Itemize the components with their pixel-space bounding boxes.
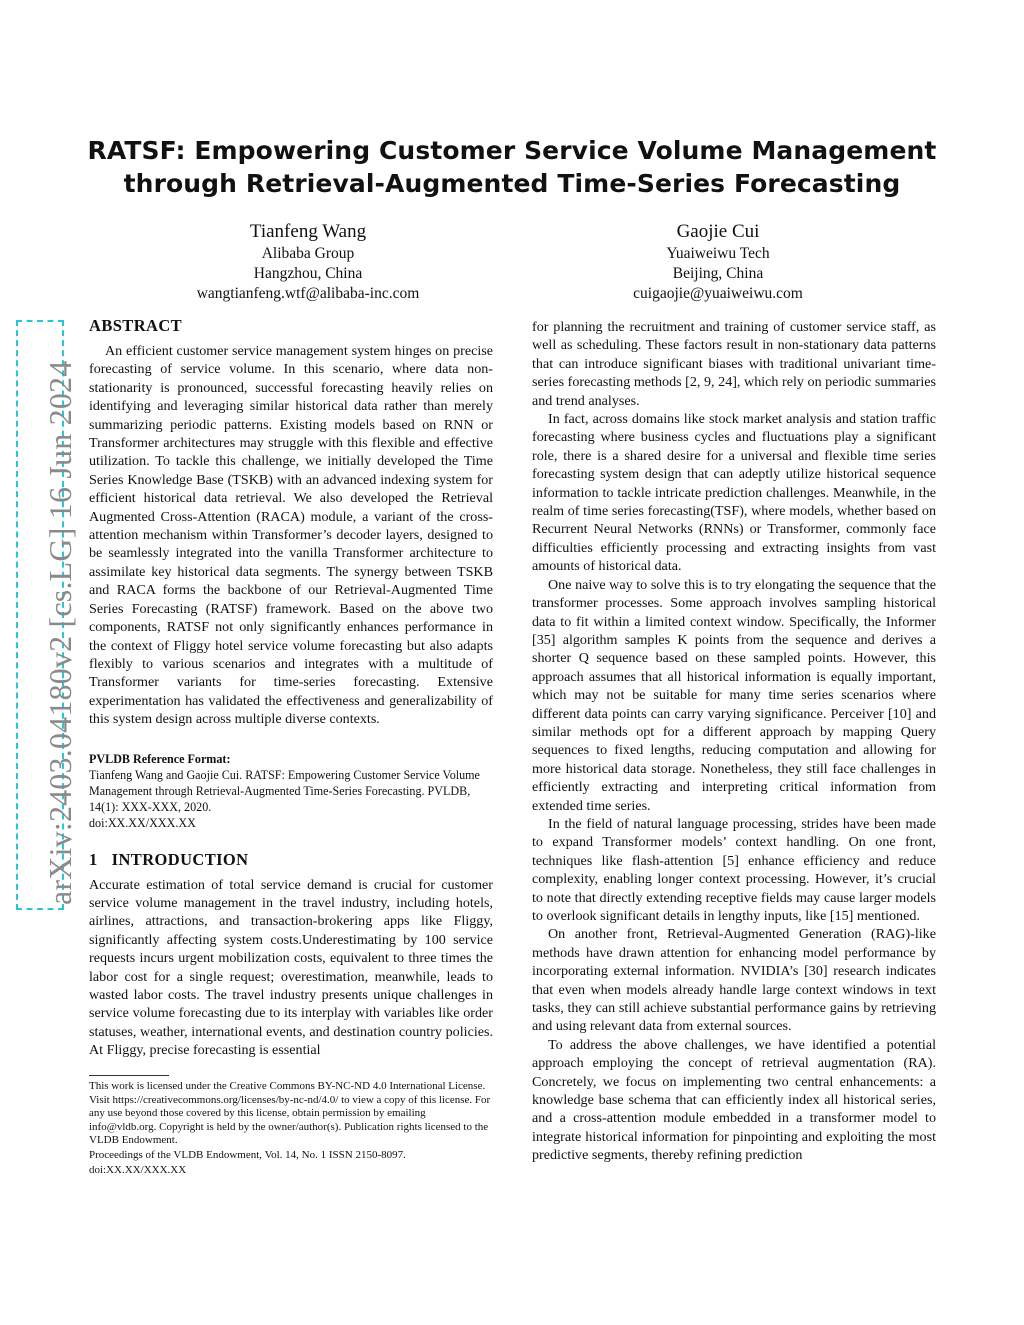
author-block-1 (128, 220, 488, 304)
intro-paragraph-1: Accurate estimation of total service demand is crucial for customer service volume management in the travel industry, including hotels, airlines, attractions, and transaction-brokering apps like Fliggy, significantly affecting system costs.Underestimating by 100 service requests incurs urgent mobilization costs, equivalent to three times the labor cost for a single request; overestimation, meanwhile, leads to wasted labor costs. The travel industry presents unique challenges in service volume forecasting due to its interplay with variables like order statuses, weather, international events, and destination country policies. At Fliggy, precise forecasting is essential (89, 876, 493, 1059)
title-line-2: through Retrieval-Augmented Time-Series Forecasting (123, 169, 901, 198)
pvldb-doi: doi:XX.XX/XXX.XX (89, 816, 196, 831)
proceedings-note: Proceedings of the VLDB Endowment, Vol. 14, No. 1 ISSN 2150-8097. (89, 1148, 406, 1161)
right-column (532, 318, 936, 1165)
license-note: This work is licensed under the Creative Commons BY-NC-ND 4.0 International License. Visit https://creativecommons.org/licenses/by-nc-nd/4.0/ to view a copy of this license. For any use beyond those covered by this license, obtain permission by emailing info@vldb.org. Copyright is held by the owner/author(s). Publication rights licensed to the VLDB Endowment. (89, 1080, 491, 1147)
author-org: Yuaiweiwu Tech (666, 245, 770, 262)
section-number: 1 (89, 849, 98, 869)
intro-paragraph-6: To address the above challenges, we have identified a potential approach employing the concept of retrieval augmentation (RA). Concretely, we focus on implementing two central enhancements: a knowledge base schema that can efficiently index all historical series, and a cross-attention module embedded in a transformer model to integrate historical information for pinpointing and exploiting the most predictive segments, thereby refining prediction (532, 1036, 936, 1164)
pvldb-reference (89, 751, 493, 832)
arxiv-identifier[interactable]: arXiv:2403.04180v2 [cs.LG] 16 Jun 2024 (42, 360, 78, 905)
intro-paragraph-1-continued: for planning the recruitment and training of customer service staff, as well as scheduling. These factors result in non-stationary data patterns that can introduce significant biases with traditional univariant time-series forecasting methods [2, 9, 24], which rely on periodic summaries and trend analyses. (532, 319, 936, 409)
author-org: Alibaba Group (261, 245, 355, 262)
footnote-divider (89, 1075, 169, 1076)
abstract-text: An efficient customer service management system hinges on precise forecasting of service volume. In this scenario, where data non-stationarity is pronounced, successful forecasting heavily relies on identifying and leveraging similar historical data rather than merely summarizing periodic patterns. Existing models based on RNN or Transformer architectures may struggle with this flexible and effective utilization. To tackle this challenge, we initially developed the Time Series Knowledge Base (TSKB) with an advanced indexing system for efficient historical data retrieval. We also developed the Retrieval Augmented Cross-Attention (RACA) module, a variant of the cross-attention mechanism within Transformer’s decoder layers, designed to be seamlessly integrated into the vanilla Transformer architecture to assimilate key historical data segments. The synergy between TSKB and RACA forms the backbone of our Retrieval-Augmented Time Series Forecasting (RATSF) framework. Based on the above two components, RATSF not only significantly enhances performance in the context of Fliggy hotel service volume forecasting but also adapts flexibly to various scenarios and integrates with a multitude of Transformer variants for time-series forecasting. Extensive experimentation has validated the effectiveness and generalizability of this system design across multiple diverse contexts. (89, 343, 493, 728)
title-line-1: RATSF: Empowering Customer Service Volume Management (87, 136, 937, 165)
left-column (89, 316, 493, 1060)
author-name: Tianfeng Wang (249, 221, 367, 242)
author-email: wangtianfeng.wtf@alibaba-inc.com (196, 285, 420, 302)
footnote-doi: doi:XX.XX/XXX.XX (89, 1163, 187, 1176)
intro-paragraph-2: In fact, across domains like stock market analysis and station traffic forecasting where business cycles and fluctuations play a significant role, there is a shared desire for a universal and flexible time series forecasting system design that can adeptly utilize historical sequence information to tackle intricate prediction challenges. Meanwhile, in the realm of time series forecasting(TSF), where models, whether based on Recurrent Neural Networks (RNNs) or Transformer, commonly face difficulties efficiently processing and extracting insights from vast amounts of historical data. (532, 411, 936, 575)
author-block-2 (538, 220, 898, 304)
author-location: Beijing, China (672, 265, 764, 282)
abstract-heading: ABSTRACT (89, 316, 183, 335)
footnote (89, 1080, 493, 1178)
intro-paragraph-5: On another front, Retrieval-Augmented Generation (RAG)-like methods have drawn attention for enhancing model performance by incorporating external information. NVIDIA’s [30] research indicates that even when models already handle large context windows in text tasks, they can still achieve substantial performance gains by retrieving and using relevant data from external sources. (532, 926, 936, 1035)
author-location: Hangzhou, China (253, 265, 363, 282)
intro-paragraph-4: In the field of natural language processing, strides have been made to expand Transformer models’ context handling. On one front, techniques like flash-attention [5] enhance efficiency and reduce complexity, enabling longer context processing. However, it’s crucial to note that directly extending receptive fields may cause larger models to overlook significant details in lengthy inputs, like [15] mentioned. (532, 815, 936, 924)
paper-title (60, 134, 964, 200)
author-email: cuigaojie@yuaiweiwu.com (633, 285, 803, 302)
pvldb-citation: Tianfeng Wang and Gaojie Cui. RATSF: Empowering Customer Service Volume Management through Retrieval-Augmented Time-Series Forecasting. PVLDB, 14(1): XXX-XXX, 2020. (89, 767, 480, 815)
intro-paragraph-3: One naive way to solve this is to try elongating the sequence that the transformer processes. Some approach involves sampling historical data to fit within a limited context window. Specifically, the Informer [35] algorithm samples K points from the sequence and derives a shorter Q sequence based on these sampled points. However, this approach assumes that all historical information is equally important, which may not be suitable for many time series scenarios where different data points can carry varying significance. Perceiver [10] and similar methods opt for a different approach by mapping Query sequences to fixed lengths, reducing computation and allowing for more historical data storage. Nonetheless, they still face challenges in efficiently extracting and interpreting critical information from extended time series. (532, 576, 936, 814)
section-title: INTRODUCTION (111, 849, 249, 869)
pvldb-label: PVLDB Reference Format: (89, 751, 231, 766)
author-name: Gaojie Cui (676, 221, 760, 242)
introduction-heading (89, 850, 493, 870)
